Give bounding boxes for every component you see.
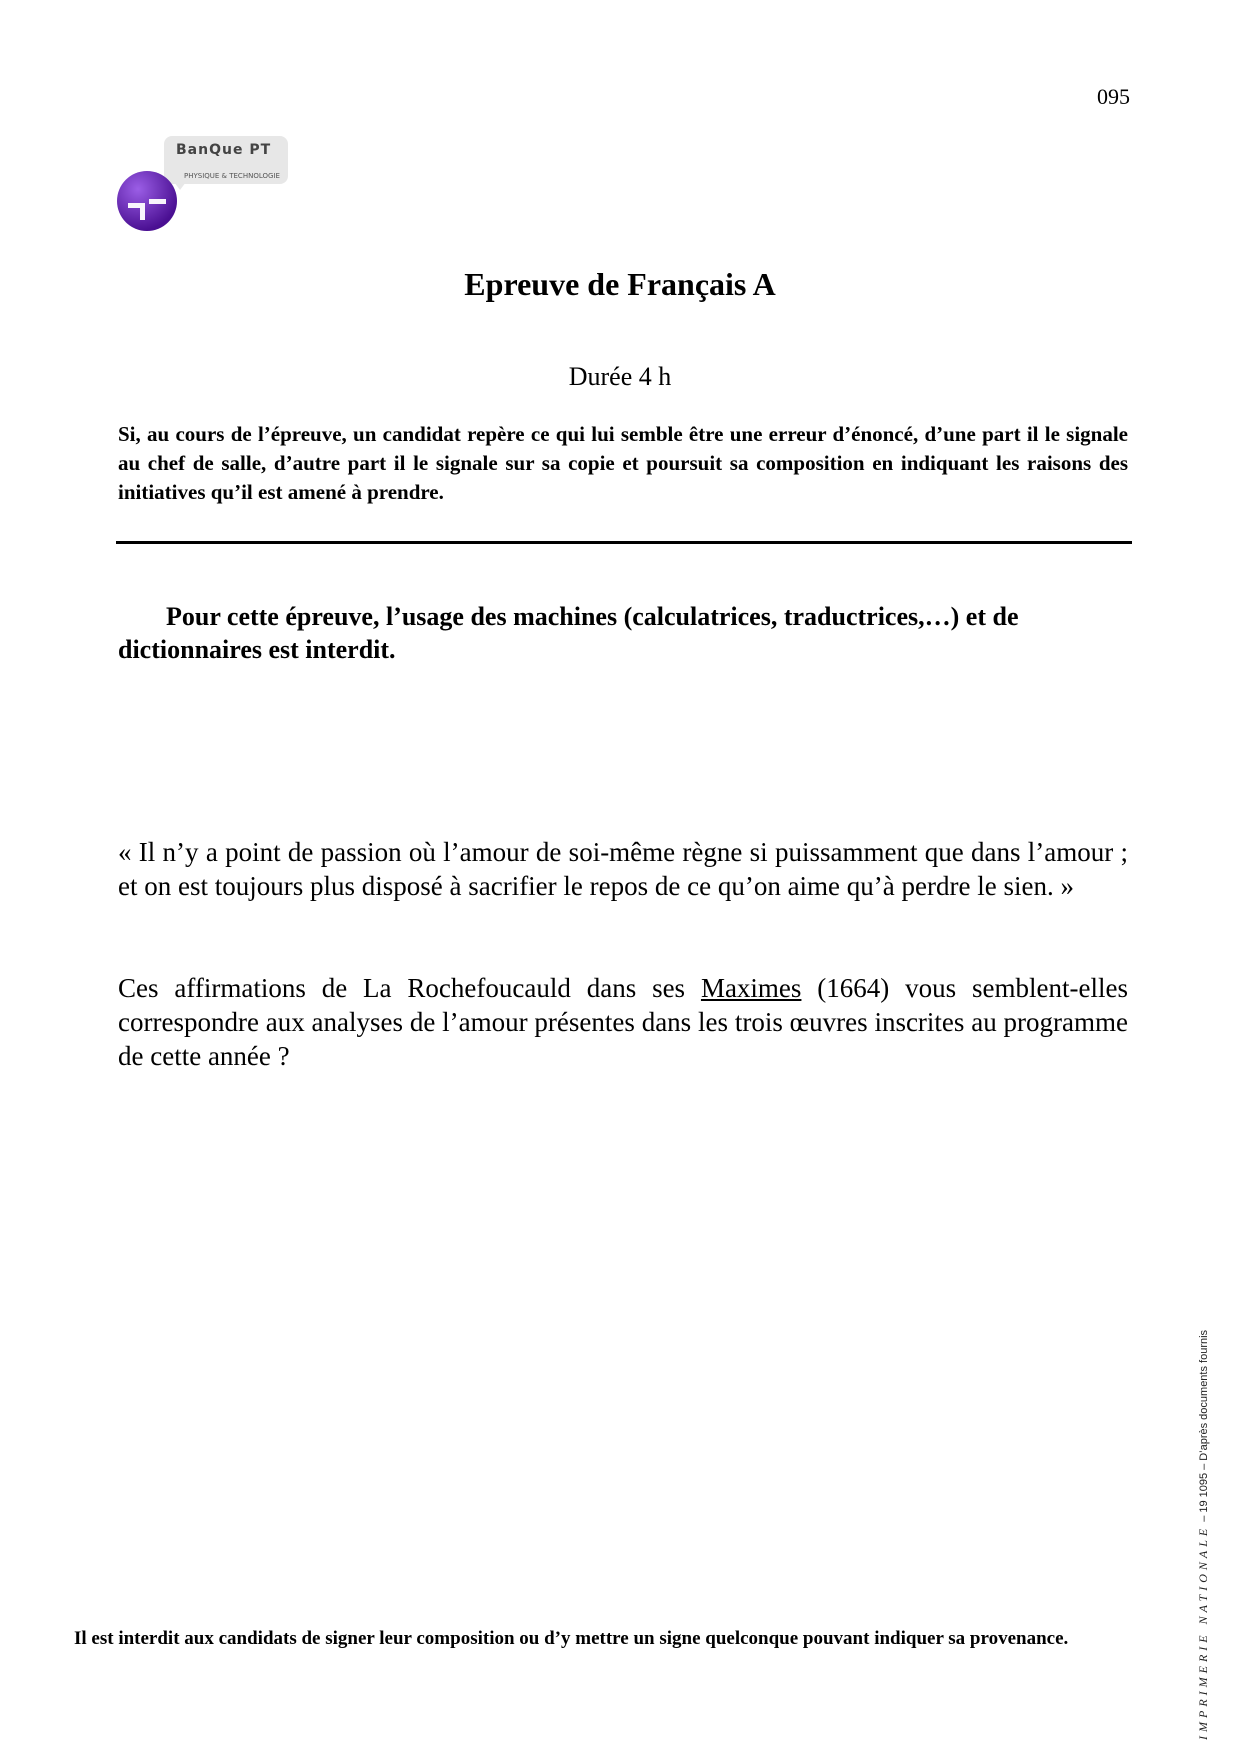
imprint-code: 19 1095 bbox=[1198, 1472, 1210, 1513]
maxime-quote: « Il n’y a point de passion où l’amour de soi-même règne si puissamment que dans l’amour ; et on est toujours plus disposé à sacrifier le repos de ce qu’on aime qu’à perdre le sien. » bbox=[118, 837, 1128, 901]
side-imprint bbox=[1196, 1330, 1211, 1740]
signature-warning: Il est interdit aux candidats de signer leur composition ou d’y mettre un signe quelconque pouvant indiquer sa provenance. bbox=[74, 1628, 1069, 1649]
exam-title: Epreuve de Français A bbox=[464, 266, 776, 302]
banque-pt-logo bbox=[116, 136, 296, 236]
machines-notice: Pour cette épreuve, l’usage des machines (calculatrices, traductrices,…) et de dictionnaires est interdit. bbox=[118, 602, 1019, 664]
logo-brand: BanQue PT bbox=[176, 142, 272, 158]
horizontal-rule bbox=[116, 541, 1132, 544]
logo-subtitle: PHYSIQUE & TECHNOLOGIE bbox=[184, 172, 280, 180]
imprint-printer: IMPRIMERIE NATIONALE bbox=[1196, 1524, 1210, 1740]
imprint-separator-2: – bbox=[1198, 1463, 1210, 1470]
imprint-separator-1: – bbox=[1198, 1515, 1210, 1522]
question-rest: (1664) vous semblent-elles correspondre aux analyses de l’amour présentes dans les trois œuvres inscrites au programme de cette année ? bbox=[118, 973, 1128, 1071]
essay-question bbox=[118, 971, 1128, 1073]
error-notice: Si, au cours de l’épreuve, un candidat repère ce qui lui semble être une erreur d’énoncé, d’une part il le signale au chef de salle, d’autre part il le signale sur sa copie et poursuit sa composition en indiquant les raisons des initiatives qu’il est amené à prendre. bbox=[118, 422, 1128, 504]
work-title: Maximes bbox=[700, 973, 802, 1003]
imprint-source: D’après documents fournis bbox=[1198, 1329, 1210, 1461]
page-number: 095 bbox=[1097, 84, 1130, 109]
exam-duration: Durée 4 h bbox=[568, 362, 672, 391]
logo-circle-icon bbox=[116, 170, 178, 232]
question-intro: Ces affirmations de La Rochefoucauld dans ses bbox=[118, 973, 701, 1003]
